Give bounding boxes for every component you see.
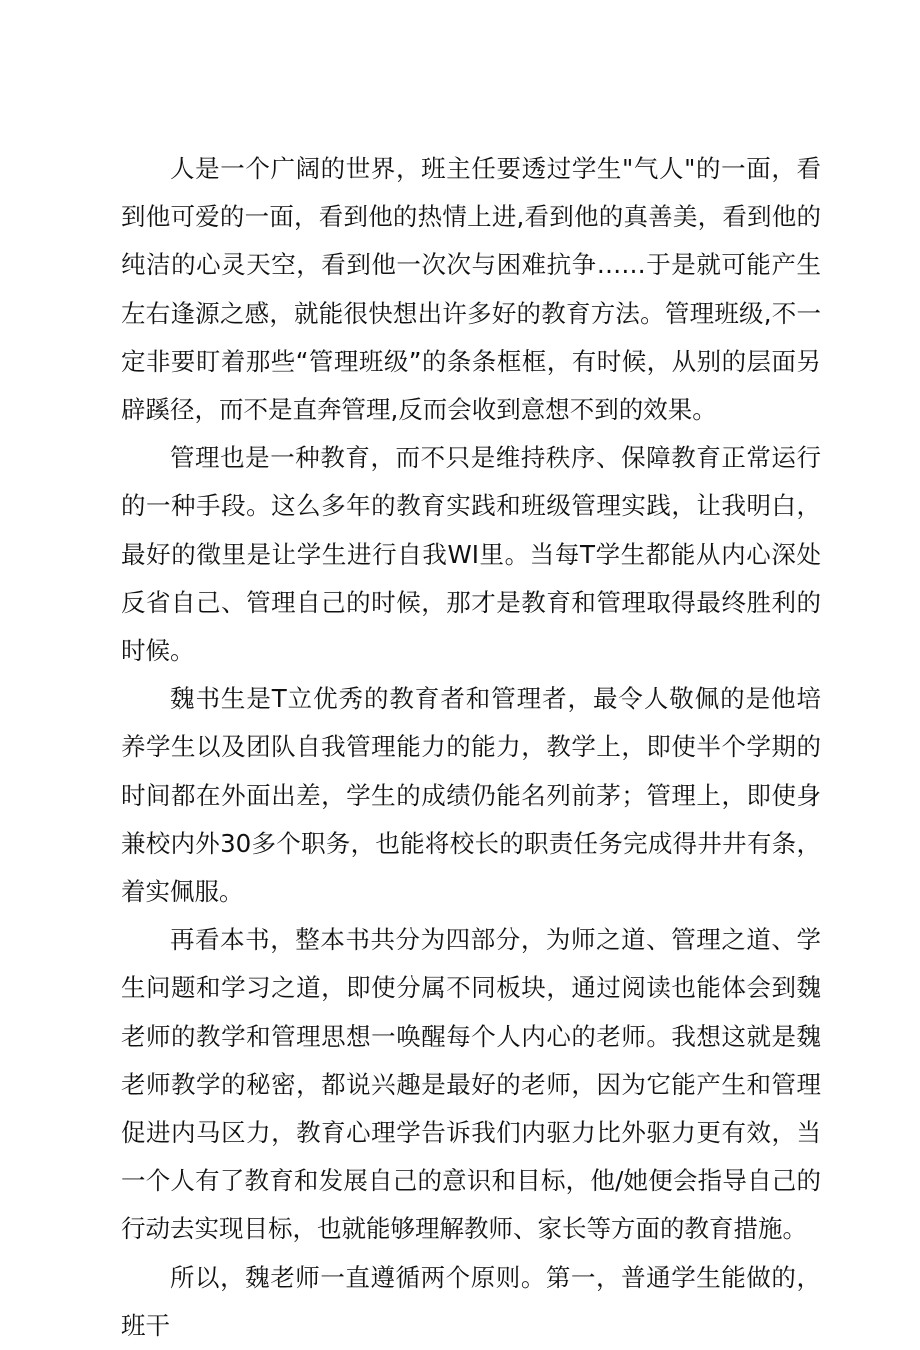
document-page [121,145,821,1350]
paragraph-4: 再看本书，整本书共分为四部分，为师之道、管理之道、学生问题和学习之道，即使分属不同板块，通过阅读也能体会到魏老师的教学和管理思想一唤醒每个人内心的老师。我想这就是魏老师教学的秘密，都说兴趣是最好的老师，因为它能产生和管理促进内马区力，教育心理学告诉我们内驱力比外驱力更有效，当一个人有了教育和发展自己的意识和目标，他/她便会指导自己的行动去实现目标，也就能够理解教师、家长等方面的教育措施。 [121,925,821,1244]
paragraph-5: 所以，魏老师一直遵循两个原则。第一，普通学生能做的，班干 [121,1262,821,1340]
paragraph-3: 魏书生是T立优秀的教育者和管理者，最令人敬佩的是他培养学生以及团队自我管理能力的能力，教学上，即使半个学期的时间都在外面出差，学生的成绩仍能名列前茅；管理上，即使身兼校内外30多个职务，也能将校长的职责任务完成得井井有条，着实佩服。 [121,684,821,907]
paragraph-1: 人是一个广阔的世界，班主任要透过学生"气人"的一面，看到他可爱的一面，看到他的热情上进,看到他的真善美，看到他的纯洁的心灵天空，看到他一次次与困难抗争……于是就可能产生左右逢源之感，就能很快想出许多好的教育方法。管理班级,不一定非要盯着那些“管理班级”的条条框框，有时候，从别的层面另辟蹊径，而不是直奔管理,反而会收到意想不到的效果。 [121,154,821,425]
paragraph-2: 管理也是一种教育，而不只是维持秩序、保障教育正常运行的一种手段。这么多年的教育实践和班级管理实践，让我明白，最好的徵里是让学生进行自我WI里。当每T学生都能从内心深处反省自己、管理自己的时候，那才是教育和管理取得最终胜利的时候。 [121,443,821,666]
